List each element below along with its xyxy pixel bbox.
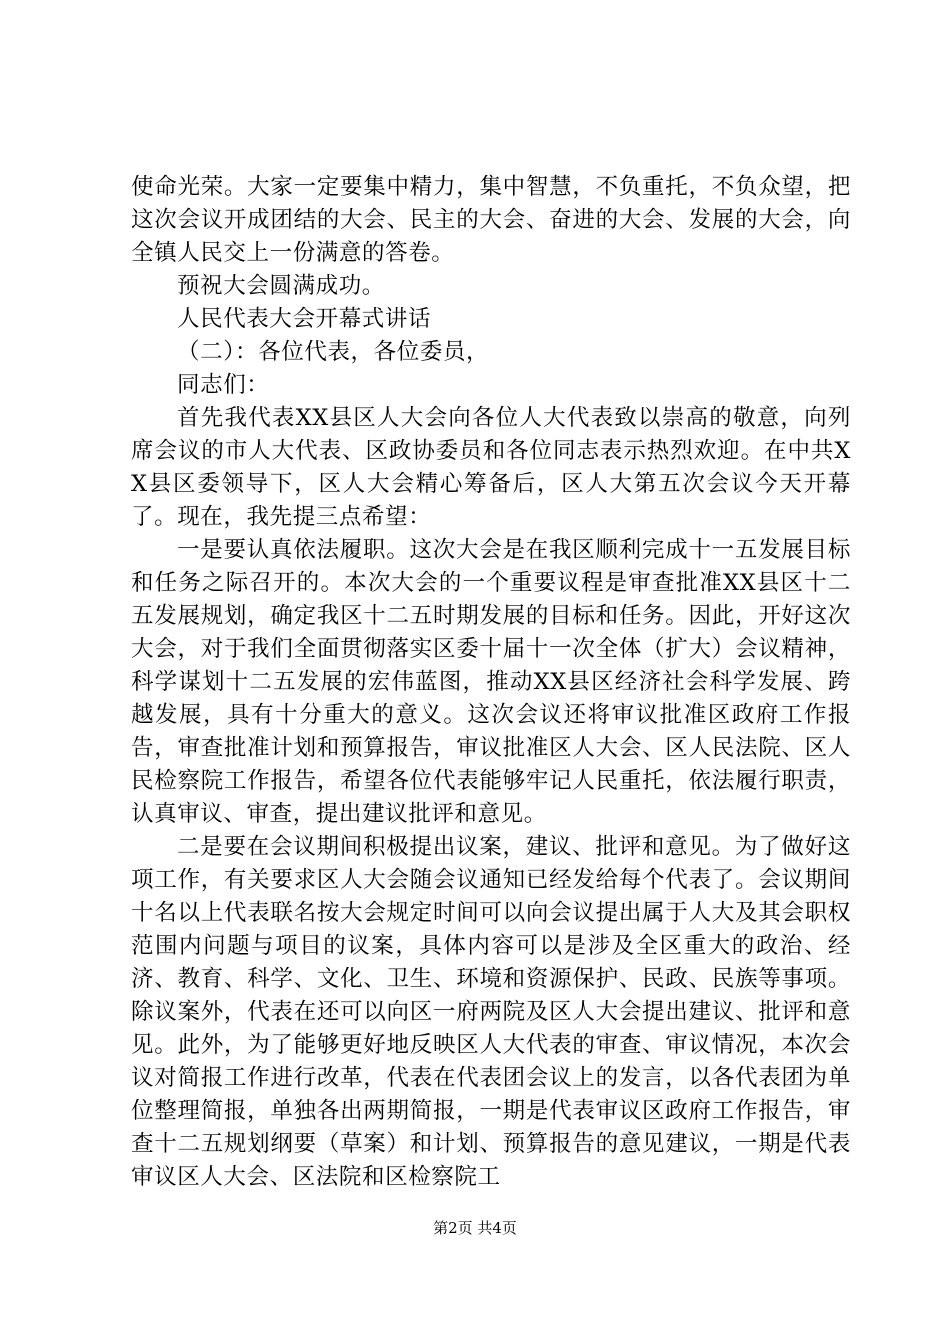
document-body <box>131 171 851 1194</box>
paragraph-wish: 预祝大会圆满成功。 <box>177 273 385 299</box>
salutation-line: （二）：各位代表，各位委员， <box>177 339 490 365</box>
salutation-comrades: 同志们： <box>177 372 270 398</box>
paragraph-point-two: 二是要在会议期间积极提出议案，建议、批评和意见。为了做好这项工作，有关要求区人大会随会议通知已经发给每个代表了。会议期间十名以上代表联名按大会规定时间可以向会议提出属于人大及其会职权范围内问题与项目的议案，具体内容可以是涉及全区重大的政治、经济、教育、科学、文化、卫生、环境和资源保护、民政、民族等事项。除议案外，代表在还可以向区一府两院及区人大会提出建议、批评和意见。此外，为了能够更好地反映区人大代表的审查、审议情况，本次会议对简报工作进行改革，代表在代表团会议上的发言，以各代表团为单位整理简报，单独各出两期简报，一期是代表审议区政府工作报告，审查十二五规划纲要（草案）和计划、预算报告的意见建议，一期是代表审议区人大会、区法院和区检察院工 <box>131 834 851 1190</box>
paragraph-point-one: 一是要认真依法履职。这次大会是在我区顺利完成十一五发展目标和任务之际召开的。本次大会的一个重要议程是审查批准XX县区十二五发展规划，确定我区十二五时期发展的目标和任务。因此，开好这次大会，对于我们全面贯彻落实区委十届十一次全体（扩大）会议精神，科学谋划十二五发展的宏伟蓝图，推动XX县区经济社会科学发展、跨越发展，具有十分重大的意义。这次会议还将审议批准区政府工作报告，审查批准计划和预算报告，审议批准区人大会、区人民法院、区人民检察院工作报告，希望各位代表能够牢记人民重托，依法履行职责，认真审议、审查，提出建议批评和意见。 <box>131 537 851 827</box>
paragraph-opening: 首先我代表XX县区人大会向各位人大代表致以崇高的敬意，向列席会议的市人大代表、区政协委员和各位同志表示热烈欢迎。在中共XX县区委领导下，区人大会精心筹备后，区人大第五次会议今天开幕了。现在，我先提三点希望： <box>131 405 851 530</box>
paragraph-continuation: 使命光荣。大家一定要集中精力，集中智慧，不负重托，不负众望，把这次会议开成团结的大会、民主的大会、奋进的大会、发展的大会，向全镇人民交上一份满意的答卷。 <box>131 174 851 266</box>
page-number-footer: 第2页 共4页 <box>433 1219 517 1237</box>
section-title: 人民代表大会开幕式讲话 <box>177 306 432 332</box>
